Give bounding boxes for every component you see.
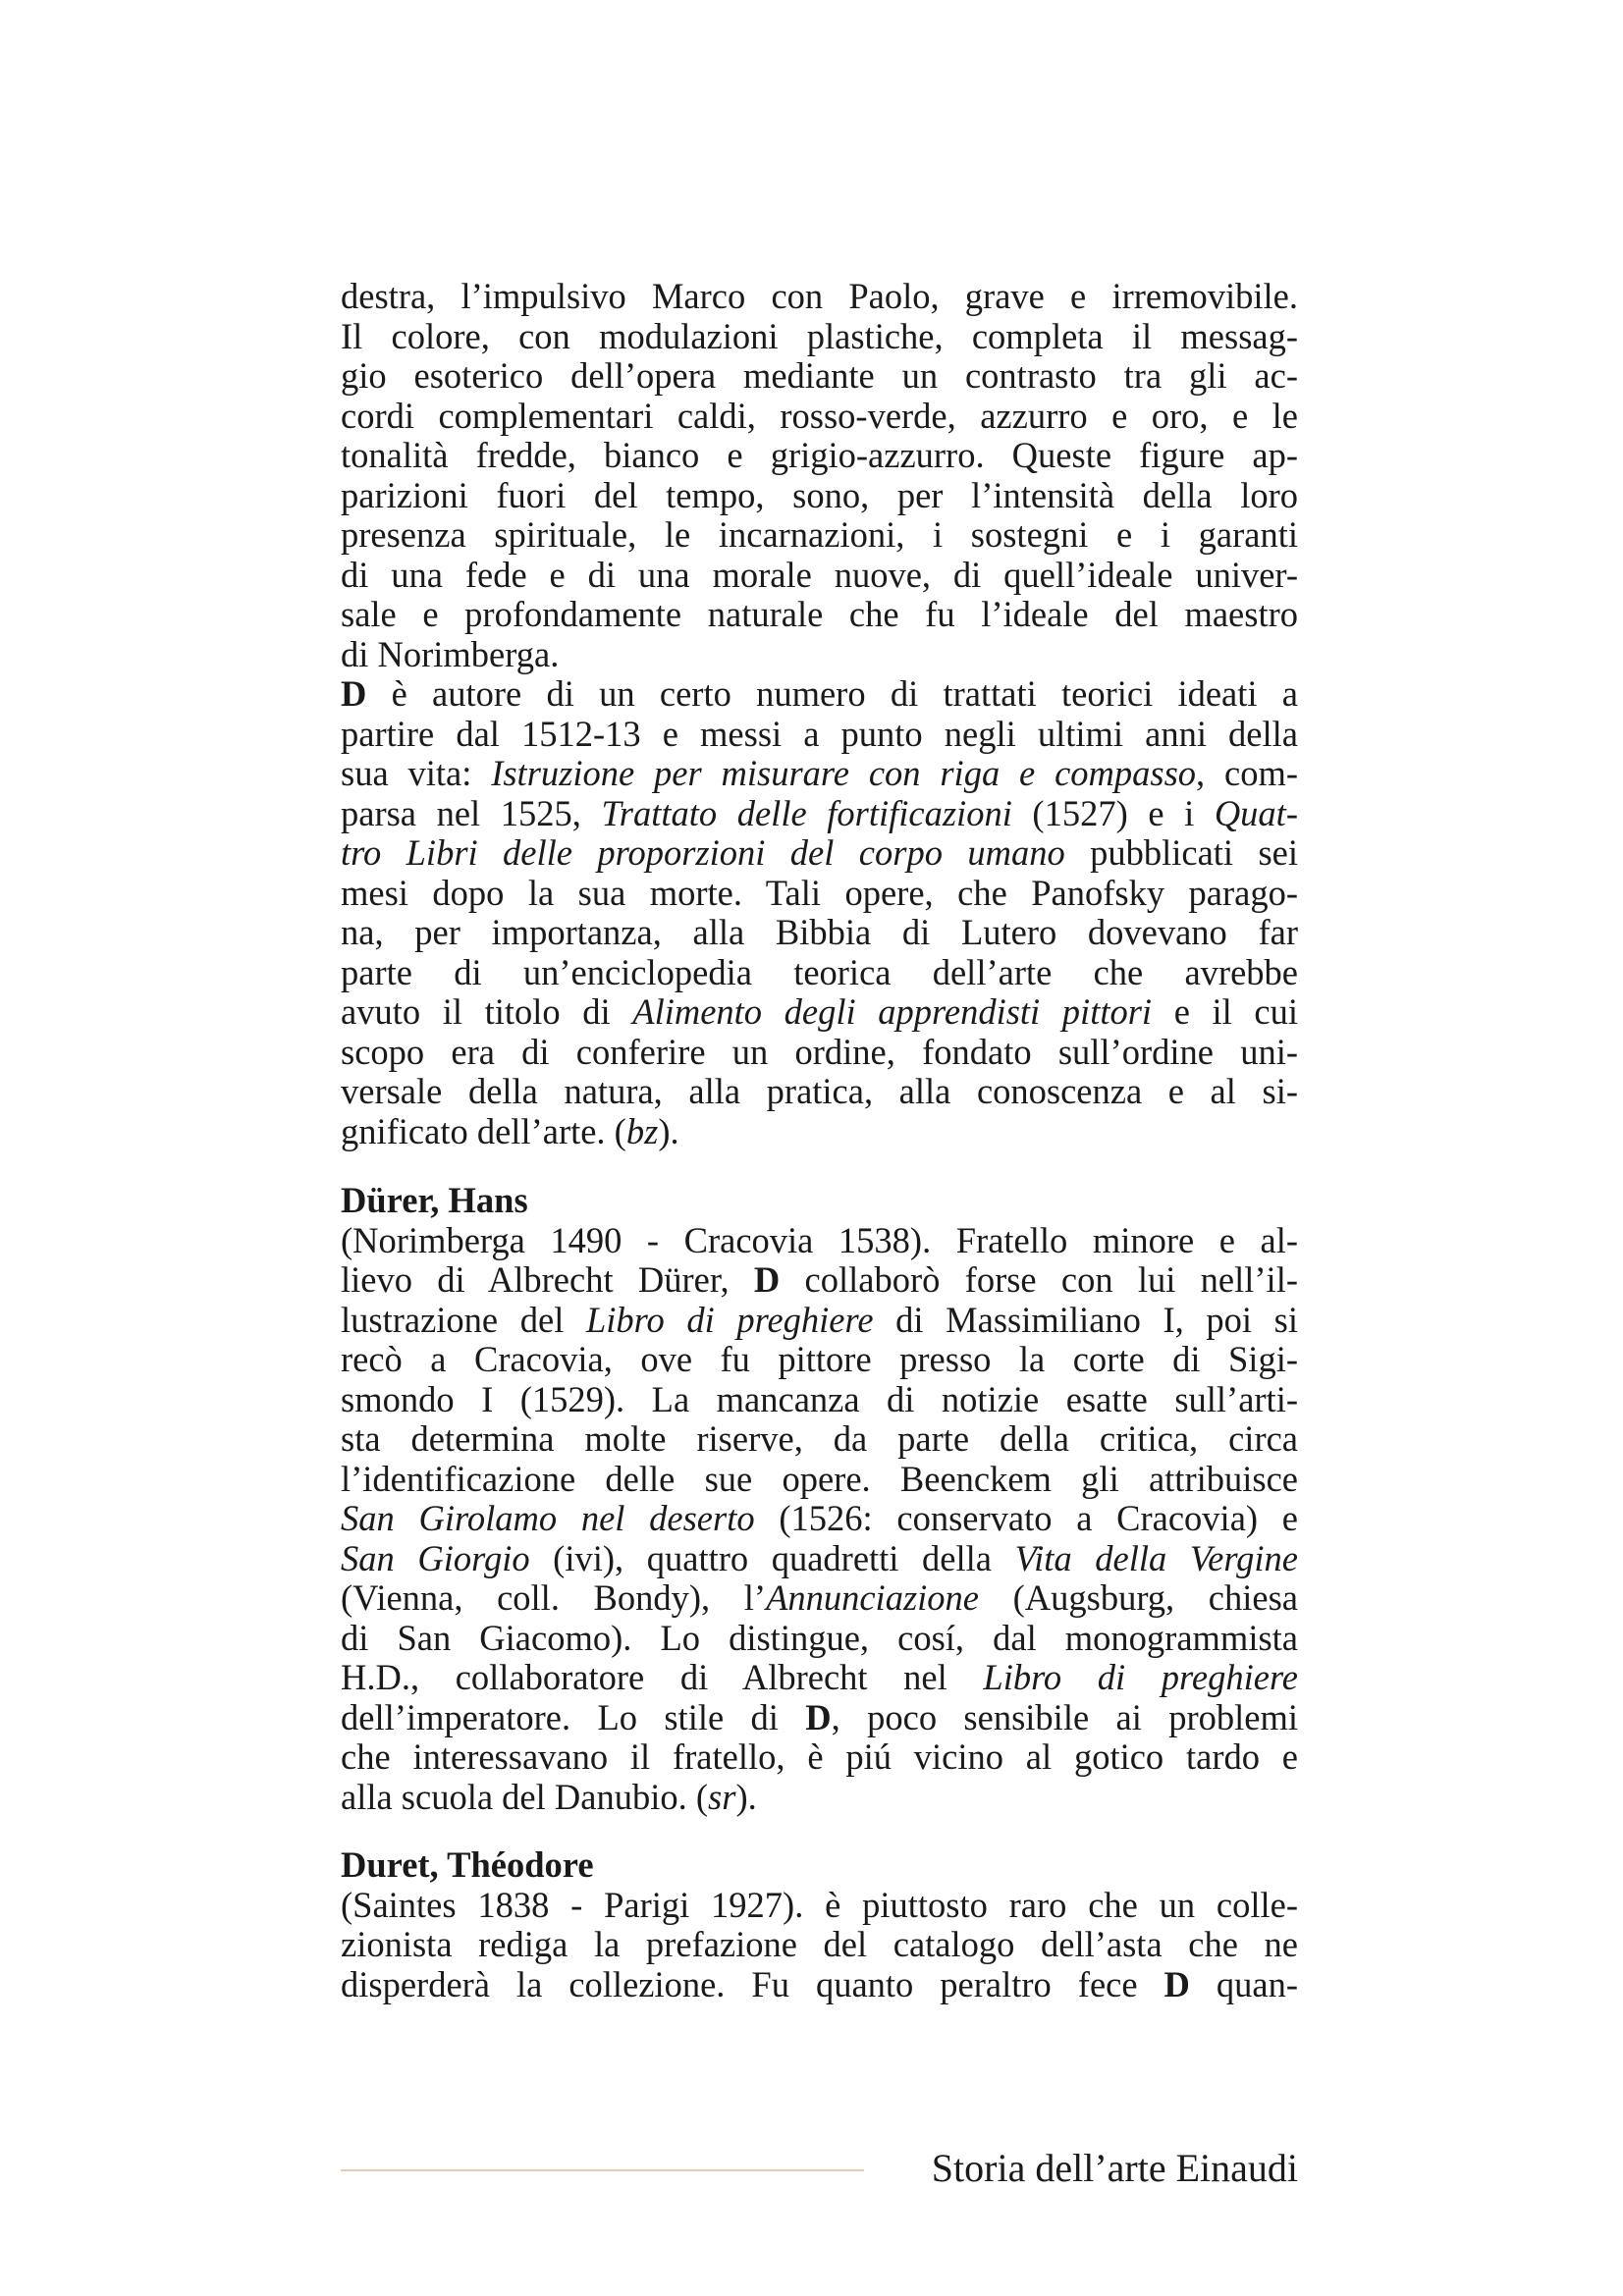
- text-line: presenza spirituale, le incarnazioni, i sostegni e i garanti: [341, 514, 1298, 555]
- text-line: parsa nel 1525, Trattato delle fortificazioni (1527) e i Quat-: [341, 792, 1298, 833]
- text-line: destra, l’impulsivo Marco con Paolo, grave e irremovibile.: [341, 276, 1298, 316]
- text-line: parte di un’enciclopedia teorica dell’arte che avrebbe: [341, 951, 1298, 992]
- text-line: dell’imperatore. Lo stile di D, poco sensibile ai problemi: [341, 1696, 1298, 1737]
- text-line: alla scuola del Danubio. (sr).: [341, 1776, 757, 1817]
- text-line: cordi complementari caldi, rosso-verde, azzurro e oro, e le: [341, 395, 1298, 436]
- entry-heading: Duret, Théodore: [341, 1844, 594, 1885]
- entry-body: [341, 1886, 1298, 2005]
- text-line: di San Giacomo). Lo distingue, cosí, dal monogrammista: [341, 1617, 1298, 1658]
- text-line: avuto il titolo di Alimento degli apprendisti pittori e il cui: [341, 991, 1298, 1032]
- text-line: gio esoterico dell’opera mediante un contrasto tra gli ac-: [341, 355, 1298, 396]
- spacer: [341, 1817, 1298, 1845]
- paragraph: [341, 277, 1298, 674]
- footer-rule: [341, 2169, 864, 2171]
- text-line: sta determina molte riserve, da parte della critica, circa: [341, 1418, 1298, 1459]
- entry-heading: Dürer, Hans: [341, 1180, 528, 1220]
- text-line: (Vienna, coll. Bondy), l’Annunciazione (Augsburg, chiesa: [341, 1577, 1298, 1618]
- paragraph: [341, 674, 1298, 1151]
- text-line: sale e profondamente naturale che fu l’ideale del maestro: [341, 594, 1298, 634]
- text-line: (Norimberga 1490 - Cracovia 1538). Fratello minore e al-: [341, 1219, 1298, 1260]
- text-line: Il colore, con modulazioni plastiche, completa il messag-: [341, 315, 1298, 356]
- page-body: [341, 277, 1298, 2004]
- text-line: scopo era di conferire un ordine, fondato sull’ordine uni-: [341, 1031, 1298, 1072]
- text-line: disperderà la collezione. Fu quanto peraltro fece D quan-: [341, 1963, 1298, 2004]
- text-line: mesi dopo la sua morte. Tali opere, che Panofsky parago-: [341, 872, 1298, 913]
- text-line: zionista rediga la prefazione del catalogo dell’asta che ne: [341, 1924, 1298, 1964]
- text-line: H.D., collaboratore di Albrecht nel Libro di preghiere: [341, 1657, 1299, 1697]
- text-line: D è autore di un certo numero di trattati teorici ideati a: [341, 673, 1298, 714]
- text-line: recò a Cracovia, ove fu pittore presso la corte di Sigi-: [341, 1339, 1298, 1379]
- text-line: lustrazione del Libro di preghiere di Massimiliano I, poi si: [341, 1299, 1299, 1340]
- text-line: che interessavano il fratello, è piú vicino al gotico tardo e: [341, 1736, 1298, 1777]
- text-line: l’identificazione delle sue opere. Beenckem gli attribuisce: [341, 1458, 1298, 1499]
- footer-title: Storia dell’arte Einaudi: [931, 2146, 1298, 2190]
- text-line: smondo I (1529). La mancanza di notizie esatte sull’arti-: [341, 1378, 1298, 1419]
- text-line: versale della natura, alla pratica, alla conoscenza e al si-: [341, 1071, 1298, 1111]
- text-line: na, per importanza, alla Bibbia di Lutero dovevano far: [341, 912, 1298, 952]
- text-line: (Saintes 1838 - Parigi 1927). è piuttosto raro che un colle-: [341, 1884, 1298, 1925]
- text-line: partire dal 1512-13 e messi a punto negli ultimi anni della: [341, 713, 1298, 754]
- text-line: lievo di Albrecht Dürer, D collaborò forse con lui nell’il-: [341, 1259, 1298, 1300]
- text-line: di Norimberga.: [341, 633, 560, 674]
- spacer: [341, 1151, 1298, 1181]
- text-line: tro Libri delle proporzioni del corpo umano pubblicati sei: [341, 832, 1298, 873]
- text-line: San Giorgio (ivi), quattro quadretti della Vita della Vergine: [341, 1537, 1299, 1578]
- text-line: sua vita: Istruzione per misurare con riga e compasso, com-: [341, 753, 1299, 793]
- text-line: di una fede e di una morale nuove, di quell’ideale univer-: [341, 554, 1298, 595]
- text-line: San Girolamo nel deserto (1526: conservato a Cracovia) e: [341, 1498, 1298, 1538]
- text-line: tonalità fredde, bianco e grigio-azzurro. Queste figure ap-: [341, 435, 1298, 475]
- text-line: parizioni fuori del tempo, sono, per l’intensità della loro: [341, 474, 1298, 515]
- entry-body: [341, 1221, 1298, 1818]
- text-line: gnificato dell’arte. (bz).: [341, 1110, 679, 1151]
